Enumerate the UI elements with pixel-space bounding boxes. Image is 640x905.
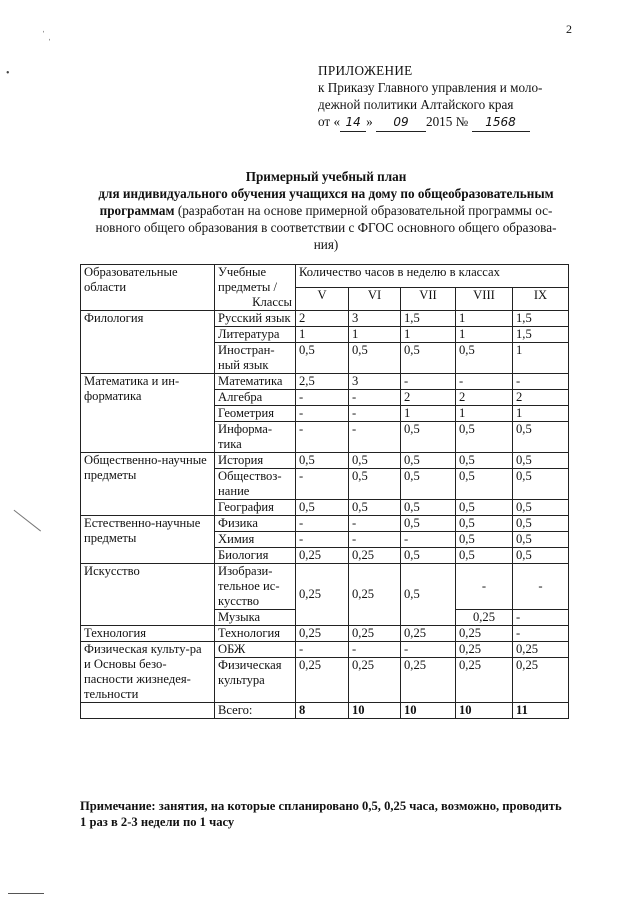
hours-cell: 0,5 [349,500,401,516]
footnote: Примечание: занятия, на которые спланировано 0,5, 0,25 часа, возможно, проводить 1 раз в 2-3 недели по 1 часу [80,799,562,829]
hours-cell: - [296,516,349,532]
header-subject [215,265,296,311]
hours-cell: 0,25 [513,642,569,658]
hours-cell: - [513,374,569,390]
title-line-2: для индивидуального обучения учащихся на дому по общеобразовательным [98,186,554,201]
scan-artifact: • [6,68,10,79]
date-year: 2015 № [425,114,469,129]
area-cell: Общественно-научные предметы [81,453,215,516]
hours-cell: - [349,422,401,453]
subject-cell: Физическая культура [215,658,296,703]
hours-cell: 0,5 [456,500,513,516]
header-subject-line-2: предметы / [218,280,278,294]
grade-cell: IX [513,288,569,311]
hours-cell: - [456,374,513,390]
hours-cell: 0,25 [296,564,349,626]
subject-cell: История [215,453,296,469]
subject-cell: ОБЖ [215,642,296,658]
subject-cell: Технология [215,626,296,642]
hours-cell: 0,25 [296,658,349,703]
hours-cell: 0,25 [513,658,569,703]
header-area: Образовательные области [81,265,215,311]
area-cell: Физическая культу-ра и Основы безо-пасности жизнедея-тельности [81,642,215,703]
hours-cell: 2 [456,390,513,406]
footer-rule [8,893,44,894]
hours-cell: - [456,564,513,610]
hours-cell: 0,5 [401,516,456,532]
date-mid: » [366,114,373,129]
grade-cell: VI [349,288,401,311]
hours-cell: 3 [349,374,401,390]
hours-cell: - [349,642,401,658]
table-row [81,642,569,658]
handwritten-month: 09 [376,114,426,132]
hours-cell: 1 [296,327,349,343]
subject-cell: Русский язык [215,311,296,327]
subject-cell: Изобрази-тельное ис-кусство [215,564,296,610]
hours-cell: 0,5 [456,422,513,453]
hours-cell: 0,5 [401,564,456,626]
subject-cell: Химия [215,532,296,548]
hours-cell: 0,5 [401,500,456,516]
scan-artifact [13,510,41,533]
hours-cell: 0,25 [456,626,513,642]
hours-cell: 1 [456,327,513,343]
date-prefix: от « [318,114,341,129]
hours-cell: - [401,374,456,390]
hours-cell: - [349,390,401,406]
hours-cell: 1 [456,311,513,327]
hours-cell: 0,5 [513,548,569,564]
hours-cell: - [513,610,569,626]
hours-cell: 0,5 [513,516,569,532]
hours-cell: 0,5 [456,548,513,564]
hours-cell: 0,25 [296,626,349,642]
area-cell: Естественно-научные предметы [81,516,215,564]
title-bold-part: программам [99,203,175,218]
hours-cell: - [349,532,401,548]
title-rest-part: (разработан на основе примерной образовательной программы ос- [174,203,553,218]
hours-cell: 0,5 [401,469,456,500]
hours-cell: 1 [513,343,569,374]
hours-cell: 0,5 [513,469,569,500]
hours-cell: - [513,564,569,610]
hours-cell: 2 [513,390,569,406]
total-row [81,703,569,719]
hours-cell: - [513,626,569,642]
table-header-row [81,265,569,288]
appendix-line-1: к Приказу Главного управления и моло- [318,80,543,95]
subject-cell: Алгебра [215,390,296,406]
hours-cell: 2 [296,311,349,327]
grade-cell: VII [401,288,456,311]
hours-cell: 0,25 [456,658,513,703]
subject-cell: Музыка [215,610,296,626]
hours-cell: 0,5 [296,500,349,516]
total-cell: 10 [401,703,456,719]
hours-cell: - [296,406,349,422]
hours-cell: 1,5 [513,311,569,327]
hours-cell: 0,25 [349,548,401,564]
area-cell: Филология [81,311,215,374]
subject-cell: Геометрия [215,406,296,422]
hours-cell: 0,5 [513,500,569,516]
hours-cell: 1 [401,406,456,422]
title-line-3 [84,202,568,219]
curriculum-table [80,264,569,719]
hours-cell: 1,5 [513,327,569,343]
appendix-header [318,62,574,132]
area-cell: Технология [81,626,215,642]
table-row [81,453,569,469]
hours-cell: - [401,532,456,548]
hours-cell: 0,25 [401,626,456,642]
hours-cell: 0,5 [349,453,401,469]
appendix-date [318,113,574,132]
subject-cell: Биология [215,548,296,564]
hours-cell: 0,5 [401,453,456,469]
hours-cell: 1 [456,406,513,422]
grade-cell: V [296,288,349,311]
hours-cell: 0,5 [456,532,513,548]
page-number: 2 [566,22,572,36]
hours-cell: 0,5 [456,453,513,469]
header-subject-line-3: Классы [252,295,292,309]
subject-cell: География [215,500,296,516]
hours-cell: 0,5 [456,469,513,500]
hours-cell: 0,5 [513,453,569,469]
hours-cell: - [349,406,401,422]
hours-cell: 0,25 [456,610,513,626]
handwritten-day: 14 [340,114,366,132]
header-hours: Количество часов в неделю в классах [296,265,569,288]
subject-cell: Информа-тика [215,422,296,453]
hours-cell: 0,25 [456,642,513,658]
area-cell: Искусство [81,564,215,626]
appendix-title: ПРИЛОЖЕНИЕ [318,63,413,78]
hours-cell: 1 [401,327,456,343]
hours-cell: - [296,422,349,453]
hours-cell: 0,25 [349,564,401,626]
title-line-1: Примерный учебный план [245,169,407,184]
grade-cell: VIII [456,288,513,311]
table-row [81,516,569,532]
total-label: Всего: [215,703,296,719]
subject-cell: Обществоз-нание [215,469,296,500]
document-title [84,168,568,253]
hours-cell: 1 [349,327,401,343]
hours-cell: 0,5 [349,343,401,374]
hours-cell: 0,5 [456,343,513,374]
area-cell: Математика и ин-форматика [81,374,215,453]
hours-cell: 0,25 [401,658,456,703]
subject-cell: Иностран-ный язык [215,343,296,374]
total-cell: 10 [456,703,513,719]
title-line-5: ния) [313,237,339,252]
appendix-line-2: дежной политики Алтайского края [318,97,514,112]
hours-cell: 0,5 [401,548,456,564]
empty-cell [81,703,215,719]
hours-cell: 0,25 [349,658,401,703]
total-cell: 8 [296,703,349,719]
hours-cell: 0,5 [296,343,349,374]
table-row [81,311,569,327]
hours-cell: 0,5 [296,453,349,469]
total-cell: 10 [349,703,401,719]
hours-cell: 0,5 [401,343,456,374]
subject-cell: Математика [215,374,296,390]
scan-artifact: ˈ ˌ [42,30,52,41]
hours-cell: - [296,532,349,548]
hours-cell: 2,5 [296,374,349,390]
hours-cell: - [401,642,456,658]
hours-cell: 0,5 [513,422,569,453]
hours-cell: - [296,642,349,658]
table-row [81,374,569,390]
hours-cell: 0,5 [349,469,401,500]
hours-cell: 2 [401,390,456,406]
hours-cell: - [349,516,401,532]
hours-cell: 0,5 [456,516,513,532]
header-subject-line-1: Учебные [218,265,267,279]
table-row [81,626,569,642]
subject-cell: Физика [215,516,296,532]
hours-cell: 0,25 [296,548,349,564]
hours-cell: 0,25 [349,626,401,642]
subject-cell: Литература [215,327,296,343]
total-cell: 11 [513,703,569,719]
hours-cell: - [296,469,349,500]
hours-cell: 3 [349,311,401,327]
title-line-4: новного общего образования в соответствии с ФГОС основного общего образова- [95,220,557,235]
hours-cell: 0,5 [513,532,569,548]
hours-cell: 1,5 [401,311,456,327]
hours-cell: - [296,390,349,406]
handwritten-number: 1568 [472,114,530,132]
table-row [81,564,569,610]
hours-cell: 1 [513,406,569,422]
hours-cell: 0,5 [401,422,456,453]
